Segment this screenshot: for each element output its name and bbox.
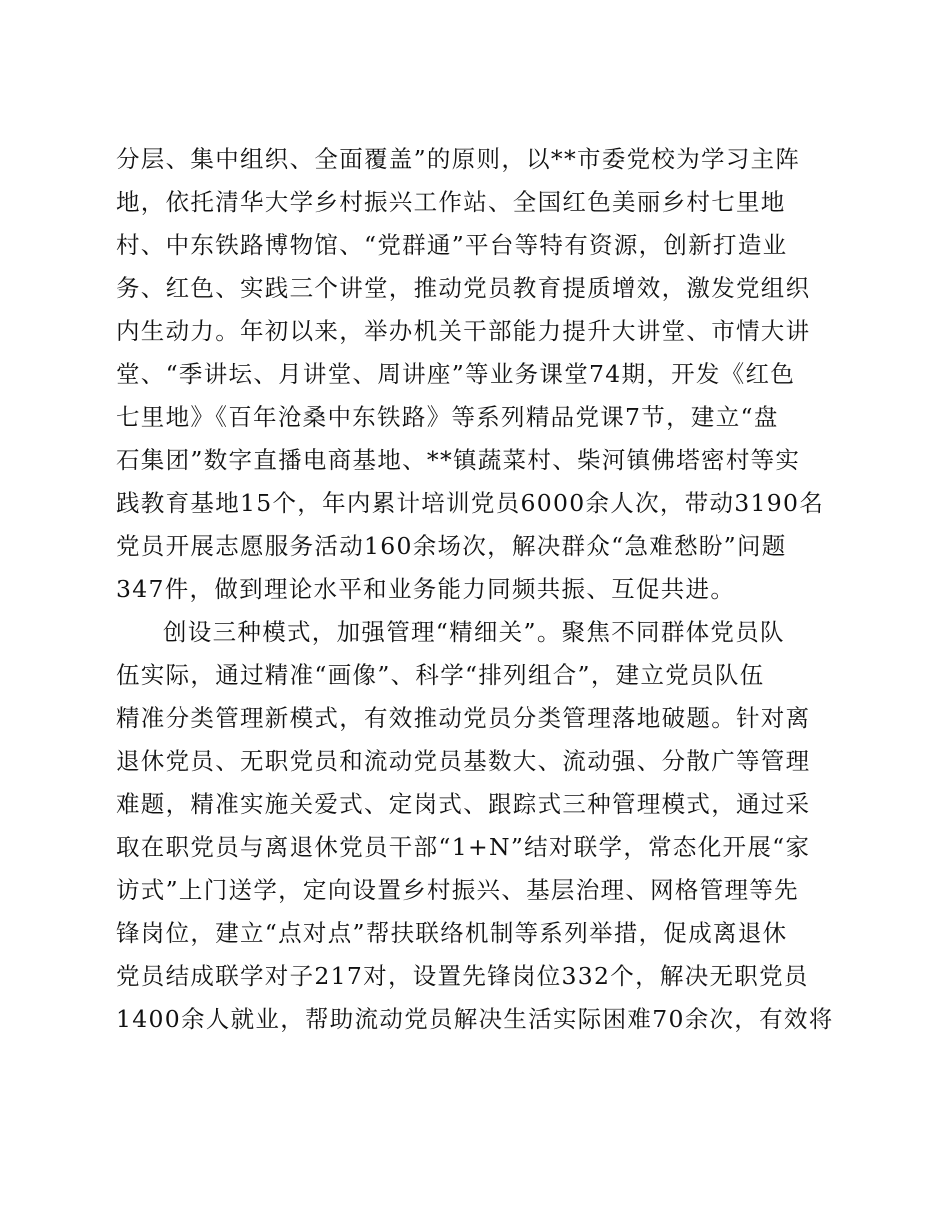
text-line: 精准分类管理新模式，有效推动党员分类管理落地破题。针对离 (116, 704, 811, 732)
text-line: 地，依托清华大学乡村振兴工作站、全国红色美丽乡村七里地 (116, 188, 786, 216)
text-line: 取在职党员与离退休党员干部“1+N”结对联学，常态化开展“家 (116, 833, 811, 861)
text-line: 内生动力。年初以来，举办机关干部能力提升大讲堂、市情大讲 (116, 317, 811, 345)
text-line: 伍实际，通过精准“画像”、科学“排列组合”，建立党员队伍 (116, 661, 765, 689)
text-line: 锋岗位，建立“点对点”帮扶联络机制等系列举措，促成离退休 (116, 919, 788, 947)
text-line: 务、红色、实践三个讲堂，推动党员教育提质增效，激发党组织 (116, 274, 811, 302)
text-line: 石集团”数字直播电商基地、**镇蔬菜村、柴河镇佛塔密村等实 (116, 446, 801, 474)
text-line: 退休党员、无职党员和流动党员基数大、流动强、分散广等管理 (116, 747, 811, 775)
text-line: 村、中东铁路博物馆、“党群通”平台等特有资源，创新打造业 (116, 231, 788, 259)
text-line: 347件，做到理论水平和业务能力同频共振、互促共进。 (116, 575, 736, 603)
paragraph-start-line: 创设三种模式，加强管理“精细关”。聚焦不同群体党员队 (163, 618, 785, 646)
text-line: 党员结成联学对子217对，设置先锋岗位332个，解决无职党员 (116, 962, 809, 990)
text-line: 分层、集中组织、全面覆盖”的原则，以**市委党校为学习主阵 (116, 145, 801, 173)
text-line: 堂、“季讲坛、月讲堂、周讲座”等业务课堂74期，开发《红色 (116, 360, 796, 388)
document-body-text (116, 138, 836, 1041)
text-line: 践教育基地15个，年内累计培训党员6000余人次，带动3190名 (116, 489, 825, 517)
text-line: 党员开展志愿服务活动160余场次，解决群众“急难愁盼”问题 (116, 532, 787, 560)
text-line: 难题，精准实施关爱式、定岗式、跟踪式三种管理模式，通过采 (116, 790, 811, 818)
text-line: 七里地》《百年沧桑中东铁路》等系列精品党课7节，建立“盘 (116, 403, 779, 431)
text-line: 访式”上门送学，定向设置乡村振兴、基层治理、网格管理等先 (116, 876, 799, 904)
text-line: 1400余人就业，帮助流动党员解决生活实际困难70余次，有效将 (116, 1005, 834, 1033)
